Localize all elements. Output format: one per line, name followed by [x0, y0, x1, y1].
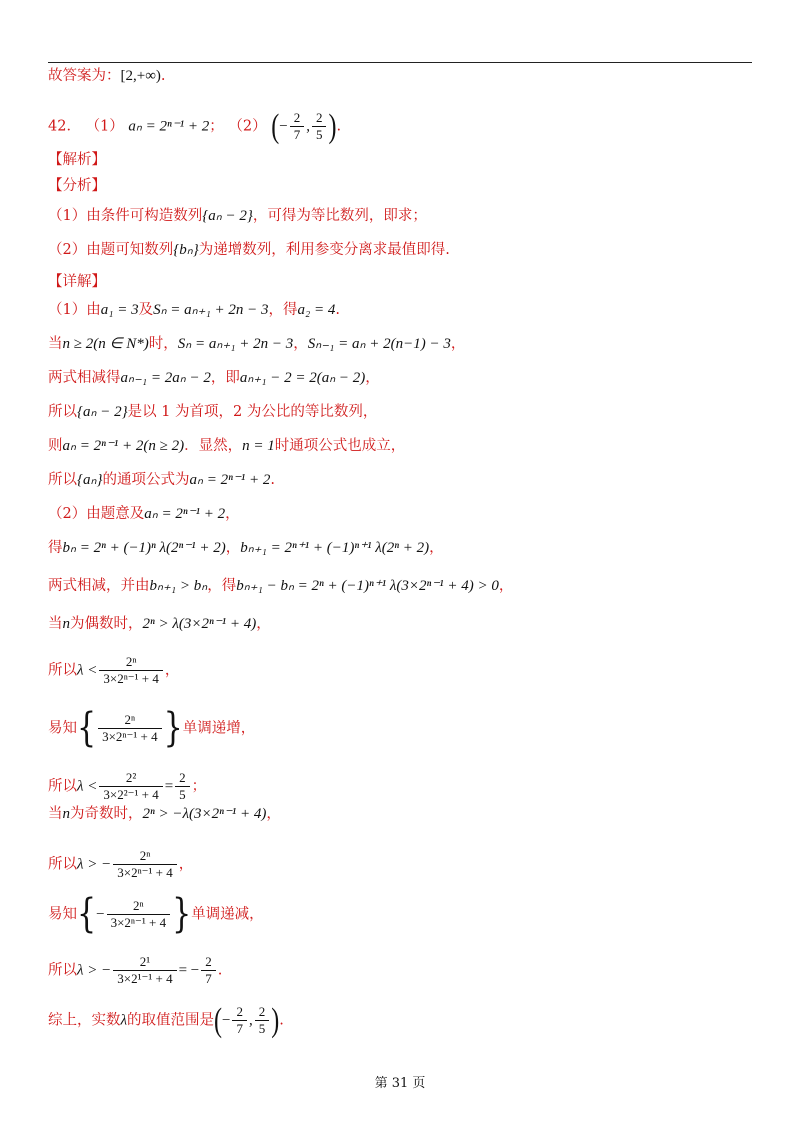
math-formula: bₙ₊₁ = 2ⁿ⁺¹ + (−1)ⁿ⁺¹ λ(2ⁿ + 2): [240, 540, 430, 556]
math-formula: n = 1: [242, 438, 275, 454]
math-formula: λ > −: [77, 856, 112, 873]
text: （2）由题可知数列: [48, 242, 174, 258]
text: 为奇数时，: [70, 806, 143, 822]
denominator: 7: [205, 971, 212, 986]
text: ，即: [210, 370, 240, 386]
detail-line: [48, 704, 256, 752]
numerator: 2: [312, 110, 327, 127]
detail-line: [48, 436, 405, 456]
text: 时通项公式也成立，: [274, 438, 406, 454]
part-label: （2）: [228, 118, 267, 135]
math-formula: Sₙ = aₙ₊₁ + 2n − 3: [177, 336, 294, 352]
detail-line: [48, 402, 377, 422]
section-xiangjie: 【详解】: [48, 274, 106, 290]
comma: ,: [248, 1012, 253, 1029]
text: ，: [429, 540, 444, 556]
equals: =: [164, 778, 174, 795]
minus-sign: −: [96, 906, 105, 923]
math-variable: n: [62, 616, 70, 632]
brace-close: }: [172, 890, 192, 938]
detail-line: [48, 848, 193, 881]
top-rule: [48, 62, 752, 63]
analysis-1: [48, 206, 427, 226]
text: ；: [209, 118, 224, 135]
fraction: [113, 954, 176, 987]
text: ，: [225, 540, 241, 556]
text: 单调递增，: [182, 720, 256, 737]
denominator: 5: [258, 1021, 266, 1036]
math-formula: 2ⁿ > −λ(3×2ⁿ⁻¹ + 4): [142, 806, 267, 822]
math-formula: aₙ = 2ⁿ⁻¹ + 2: [144, 506, 226, 522]
text: 所以: [48, 962, 77, 979]
numerator: 2: [175, 770, 190, 787]
equals: = −: [178, 962, 200, 979]
detail-line: [48, 770, 206, 803]
numerator: 2: [201, 954, 216, 971]
text: 则: [48, 438, 63, 454]
text: 故答案为：: [48, 68, 121, 84]
part-label: （1）: [85, 118, 124, 135]
text: 时，: [148, 336, 178, 352]
text: 易知: [48, 906, 77, 923]
text: ；: [191, 778, 207, 795]
text: .: [336, 118, 342, 135]
denominator: 5: [315, 127, 323, 142]
text: ，: [225, 506, 240, 522]
text: 的取值范围是: [127, 1012, 214, 1029]
math-formula: bₙ₊₁ − bₙ = 2ⁿ + (−1)ⁿ⁺¹ λ(3×2ⁿ⁻¹ + 4) > 0: [236, 578, 499, 594]
numerator: 2ⁿ: [107, 898, 171, 915]
math-formula: Sₙ₋₁ = aₙ + 2(n−1) − 3: [307, 336, 451, 352]
text: ，得: [207, 578, 237, 594]
text: 是以 1 为首项，2 为公比的等比数列，: [127, 404, 378, 420]
fraction: [290, 110, 305, 143]
page-number: 第 31 页: [374, 1076, 426, 1091]
fraction: [113, 848, 177, 881]
math-formula: {aₙ − 2}: [202, 208, 253, 224]
math-interval: [2,+∞): [120, 68, 161, 84]
math-variable: n: [62, 806, 70, 822]
text: （2）由题意及: [48, 506, 145, 522]
numerator: 2ⁿ: [98, 712, 162, 729]
denominator: 7: [293, 127, 301, 142]
numerator: 2: [232, 1004, 247, 1021]
text: 当: [48, 616, 63, 632]
text: ，: [365, 370, 380, 386]
math-formula: λ > −: [77, 962, 112, 979]
denominator: 5: [179, 787, 186, 802]
problem-number: 42．: [48, 118, 81, 135]
math-formula: a₁ = 3: [100, 302, 139, 318]
text: .: [217, 962, 223, 979]
text: 为偶数时，: [70, 616, 143, 632]
fraction: [98, 712, 162, 745]
conclusion-line: [48, 1004, 284, 1037]
math-formula: aₙ = 2ⁿ⁻¹ + 2(n ≥ 2): [62, 438, 185, 454]
denominator: 3×2ⁿ⁻¹ + 4: [102, 729, 158, 744]
text: 及: [138, 302, 154, 318]
text: 易知: [48, 720, 77, 737]
text: ，: [256, 616, 271, 632]
detail-line: [48, 368, 380, 388]
text: 为递增数列，利用参变分离求最值即得.: [198, 242, 450, 258]
text: 得: [48, 540, 63, 556]
math-formula: aₙ = 2ⁿ⁻¹ + 2: [128, 118, 210, 135]
text: ，: [164, 662, 180, 679]
section-jiexi: 【解析】: [48, 152, 106, 168]
text: .: [335, 302, 340, 318]
brace-open: {: [77, 704, 97, 752]
math-formula: {bₙ}: [173, 242, 199, 258]
detail-line: [48, 654, 179, 687]
text: ，: [293, 336, 308, 352]
brace-open: {: [77, 890, 97, 938]
text: 单调递减，: [191, 906, 264, 923]
numerator: 2²: [99, 770, 162, 787]
text: ，可得为等比数列，即求；: [252, 208, 427, 224]
denominator: 3×2ⁿ⁻¹ + 4: [103, 671, 159, 686]
fraction: [255, 1004, 270, 1037]
minus-sign: −: [222, 1012, 231, 1029]
detail-line: [48, 504, 240, 524]
paren-open: (: [271, 108, 280, 145]
fraction: [175, 770, 190, 803]
detail-line: [48, 804, 281, 824]
math-formula: λ <: [77, 662, 98, 679]
math-formula: aₙ₋₁ = 2aₙ − 2: [120, 370, 211, 386]
minus-sign: −: [279, 118, 288, 135]
brace-close: }: [163, 704, 183, 752]
denominator: 3×2ⁿ⁻¹ + 4: [117, 865, 173, 880]
math-formula: {aₙ}: [77, 472, 103, 488]
text: .: [160, 68, 166, 84]
section-fenxi: 【分析】: [48, 178, 106, 194]
fraction: [99, 654, 163, 687]
fraction: [232, 1004, 247, 1037]
fraction: [312, 110, 327, 143]
math-formula: bₙ₊₁ > bₙ: [149, 578, 208, 594]
math-variable: λ: [120, 1012, 127, 1029]
text: .: [270, 472, 275, 488]
text: （1）由条件可构造数列: [48, 208, 203, 224]
text: 所以: [48, 778, 77, 795]
fraction: [201, 954, 216, 987]
text: ，: [450, 336, 466, 352]
numerator: 2ⁿ: [113, 848, 177, 865]
detail-line: [48, 300, 340, 320]
text: ，: [178, 856, 194, 873]
math-formula: 2ⁿ > λ(3×2ⁿ⁻¹ + 4): [142, 616, 257, 632]
numerator: 2: [290, 110, 305, 127]
paren-open: (: [214, 1002, 222, 1039]
math-formula: {aₙ − 2}: [77, 404, 128, 420]
detail-line: [48, 538, 444, 558]
math-formula: Sₙ = aₙ₊₁ + 2n − 3: [153, 302, 269, 318]
text: 所以: [48, 662, 77, 679]
math-formula: bₙ = 2ⁿ + (−1)ⁿ λ(2ⁿ⁻¹ + 2): [62, 540, 226, 556]
detail-line: [48, 470, 275, 490]
math-formula: aₙ = 2ⁿ⁻¹ + 2: [189, 472, 271, 488]
text: 所以: [48, 404, 77, 420]
numerator: 2ⁿ: [99, 654, 163, 671]
text: 两式相减，并由: [48, 578, 150, 594]
text: 所以: [48, 856, 77, 873]
math-formula: λ <: [77, 778, 98, 795]
text: （1）由: [48, 302, 101, 318]
text: ．显然，: [184, 438, 243, 454]
comma: ,: [306, 118, 310, 135]
detail-line: [48, 954, 222, 987]
denominator: 3×2¹⁻¹ + 4: [117, 971, 173, 986]
text: 两式相减得: [48, 370, 121, 386]
analysis-2: [48, 240, 450, 260]
detail-line: [48, 614, 271, 634]
detail-line: [48, 576, 513, 596]
numerator: 2: [255, 1004, 270, 1021]
text: .: [279, 1012, 284, 1029]
denominator: 3×2²⁻¹ + 4: [103, 787, 159, 802]
paren-close: ): [328, 108, 337, 145]
text: ，: [266, 806, 281, 822]
text: 所以: [48, 472, 77, 488]
text: ，: [498, 578, 514, 594]
denominator: 7: [236, 1021, 243, 1036]
detail-line: [48, 334, 465, 354]
text: 当: [48, 336, 63, 352]
text: 综上，实数: [48, 1012, 121, 1029]
denominator: 3×2ⁿ⁻¹ + 4: [110, 915, 167, 930]
answer-line: [48, 66, 166, 86]
text: 的通项公式为: [102, 472, 190, 488]
fraction: [107, 898, 171, 931]
text: ，得: [268, 302, 298, 318]
numerator: 2¹: [113, 954, 176, 971]
paren-close: ): [271, 1002, 280, 1039]
math-formula: n ≥ 2(n ∈ N*): [62, 336, 149, 352]
problem-42-answer: [48, 110, 341, 143]
math-formula: a₂ = 4: [297, 302, 336, 318]
detail-line: [48, 890, 264, 938]
fraction: [99, 770, 162, 803]
math-formula: aₙ₊₁ − 2 = 2(aₙ − 2): [239, 370, 366, 386]
text: 当: [48, 806, 63, 822]
